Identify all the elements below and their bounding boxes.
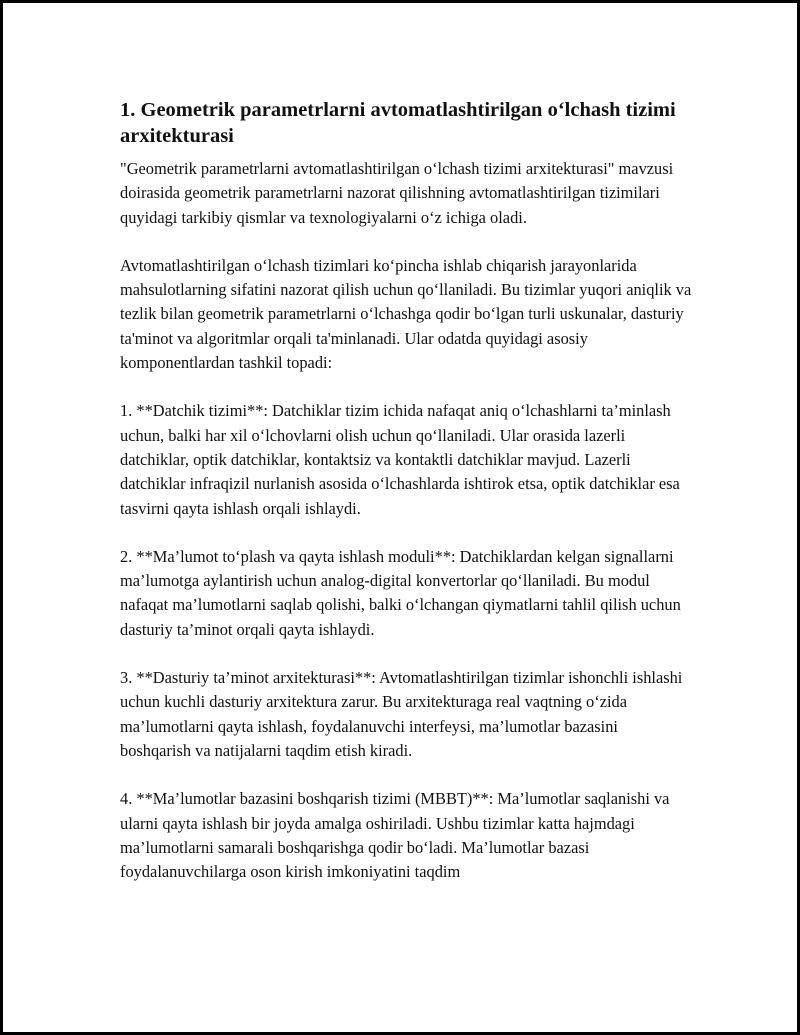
overview-paragraph: Avtomatlashtirilgan o‘lchash tizimlari ko‘pincha ishlab chiqarish jarayonlarida mahsulotlarning sifatini nazorat qilish uchun qo‘llaniladi. Bu tizimlar yuqori aniqlik va tezlik bilan geometrik parametrlarni o‘lchashga qodir bo‘lgan turli uskunalar, dasturiy ta'minot va algoritmlar orqali ta'minlanadi. Ular odatda quyidagi asosiy komponentlardan tashkil topadi:	[120, 255, 692, 373]
section-title: 1. Geometrik parametrlarni avtomatlashtirilgan o‘lchash tizimi arxitekturasi	[120, 99, 676, 147]
sensor-system-paragraph: 1. **Datchik tizimi**: Datchiklar tizim ichida nafaqat aniq o‘lchashlarni ta’minlash uchun, balki har xil o‘lchovlarni olish uchun qo‘llaniladi. Ular orasida lazerli datchiklar, optik datchiklar, kontaktsiz va kontaktli datchiklar mavjud. Lazerli datchiklar infraqizil nurlanish asosida o‘lchashlarda ishtirok etsa, optik datchiklar esa tasvirni qayta ishlash orqali ishlaydi.	[120, 401, 680, 518]
intro-paragraph: "Geometrik parametrlarni avtomatlashtirilgan o‘lchash tizimi arxitekturasi" mavzusi doirasida geometrik parametrlarni nazorat qilishning avtomatlashtirilgan tizimilari quyidagi tarkibiy qismlar va texnologiyalarni o‘z ichiga oladi.	[120, 159, 674, 227]
database-system-paragraph: 4. **Ma’lumotlar bazasini boshqarish tizimi (MBBT)**: Ma’lumotlar saqlanishi va ularni qayta ishlash bir joyda amalga oshiriladi. Ushbu tizimlar katta hajmdagi ma’lumotlarni samarali boshqarishga qodir bo‘ladi. Ma’lumotlar bazasi foydalanuvchilarga oson kirish imkoniyatini taqdim	[120, 789, 670, 882]
data-module-paragraph: 2. **Ma’lumot to‘plash va qayta ishlash moduli**: Datchiklardan kelgan signallarni ma’lumotga aylantirish uchun analog-digital konvertorlar qo‘llaniladi. Bu modul nafaqat ma’lumotlarni saqlab qolishi, balki o‘lchangan qiymatlarni tahlil qilish uchun dasturiy ta’minot orqali qayta ishlaydi.	[120, 546, 681, 639]
document-content	[120, 97, 692, 908]
software-architecture-paragraph: 3. **Dasturiy ta’minot arxitekturasi**: Avtomatlashtirilgan tizimlar ishonchli ishlashi uchun kuchli dasturiy arxitektura zarur. Bu arxitekturaga real vaqtning o‘zida ma’lumotlarni qayta ishlash, foydalanuvchi interfeysi, ma’lumotlar bazasini boshqarish va natijalarni taqdim etish kiradi.	[120, 668, 683, 760]
